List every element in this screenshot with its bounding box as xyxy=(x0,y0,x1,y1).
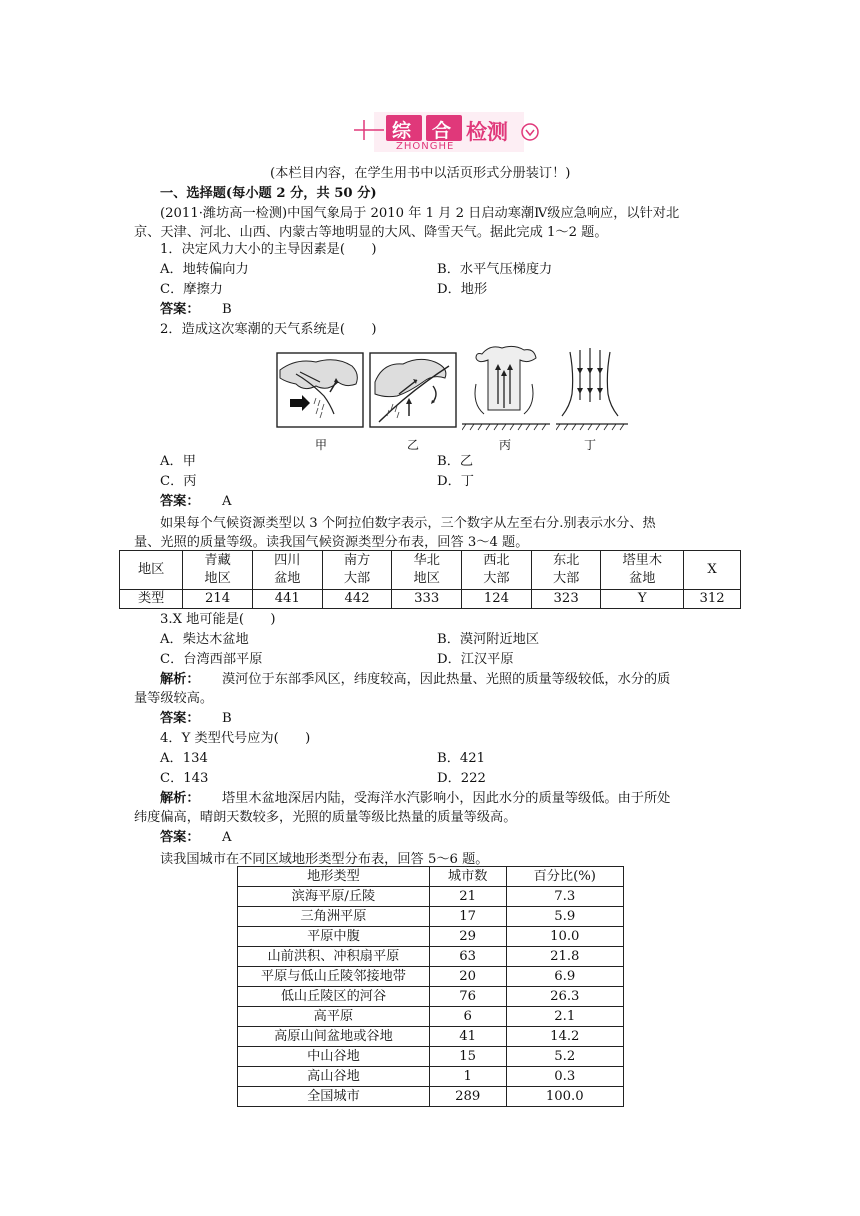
table-cell: 类型 xyxy=(120,590,183,609)
q3-option-d: D．江汉平原 xyxy=(437,652,514,667)
q2-option-d: D．丁 xyxy=(437,474,474,489)
table-cell: 442 xyxy=(322,590,392,609)
weather-figure-jia xyxy=(276,352,364,428)
table-cell: 高平原 xyxy=(238,1007,430,1027)
table-cell: 滨海平原/丘陵 xyxy=(238,887,430,907)
table-header-cell: X xyxy=(684,551,741,590)
banner-word-2: 合 xyxy=(432,120,452,142)
table-cell: 2.1 xyxy=(506,1007,623,1027)
q4-option-b: B．421 xyxy=(437,751,486,766)
table-cell: 0.3 xyxy=(506,1067,623,1087)
q4-option-a: A．134 xyxy=(160,751,208,766)
q3-option-b: B．漠河附近地区 xyxy=(437,632,540,647)
q4-answer: A xyxy=(222,830,232,845)
table-row xyxy=(238,967,624,987)
table-row xyxy=(120,551,741,590)
table-header-cell: 南方 大部 xyxy=(322,551,392,590)
table-cell: 29 xyxy=(429,927,506,947)
table-cell: 289 xyxy=(429,1087,506,1107)
fig-label-jia: 甲 xyxy=(315,438,328,452)
table-row xyxy=(238,947,624,967)
table-cell: 100.0 xyxy=(506,1087,623,1107)
q1-answer: B xyxy=(222,302,232,317)
table-row xyxy=(238,1007,624,1027)
table-cell: 平原中腹 xyxy=(238,927,430,947)
terrain-city-table xyxy=(237,866,624,1107)
q2-answer: A xyxy=(222,494,232,509)
table-row xyxy=(238,1067,624,1087)
climate-resource-table xyxy=(119,550,741,609)
q3-analysis-line2: 量等级较高。 xyxy=(134,691,214,706)
q3-analysis-line1: 漠河位于东部季风区，纬度较高，因此热量、光照的质量等级较低，水分的质 xyxy=(222,672,671,687)
table-cell: 124 xyxy=(462,590,532,609)
table-cell: 全国城市 xyxy=(238,1087,430,1107)
table-cell: 高原山间盆地或谷地 xyxy=(238,1027,430,1047)
table-row xyxy=(238,867,624,887)
q3-option-c: C．台湾西部平原 xyxy=(160,652,263,667)
q4-analysis-line2: 纬度偏高，晴朗天数较多，光照的质量等级比热量的质量等级高。 xyxy=(134,810,517,825)
table-cell: 14.2 xyxy=(506,1027,623,1047)
q4-option-d: D．222 xyxy=(437,771,486,786)
q4-option-c: C．143 xyxy=(160,771,209,786)
q1-option-c: C．摩擦力 xyxy=(160,282,223,297)
table-cell: Y xyxy=(601,590,684,609)
table-header-cell: 塔里木 盆地 xyxy=(601,551,684,590)
q2-answer-label: 答案： xyxy=(160,494,200,509)
table-header-cell: 华北 地区 xyxy=(392,551,462,590)
q3-stem: 3.X 地可能是( ) xyxy=(160,612,276,627)
table-cell: 214 xyxy=(183,590,253,609)
table-row xyxy=(238,907,624,927)
q1-option-b: B．水平气压梯度力 xyxy=(437,262,553,277)
table-cell: 平原与低山丘陵邻接地带 xyxy=(238,967,430,987)
fig-label-yi: 乙 xyxy=(407,438,420,452)
table-cell: 5.9 xyxy=(506,907,623,927)
table-cell: 1 xyxy=(429,1067,506,1087)
table-header-cell: 地形类型 xyxy=(238,867,430,887)
table-row xyxy=(238,1027,624,1047)
table-cell: 10.0 xyxy=(506,927,623,947)
q4-answer-label: 答案： xyxy=(160,830,200,845)
q2-option-a: A．甲 xyxy=(160,454,196,469)
q3-answer: B xyxy=(222,711,232,726)
table-header-cell: 地区 xyxy=(120,551,183,590)
intro3: 读我国城市在不同区域地形类型分布表，回答 5～6 题。 xyxy=(160,852,489,867)
table-row xyxy=(238,987,624,1007)
table-cell: 17 xyxy=(429,907,506,927)
table-cell: 三角洲平原 xyxy=(238,907,430,927)
q2-option-c: C．丙 xyxy=(160,474,197,489)
table-row xyxy=(238,1087,624,1107)
q3-answer-label: 答案： xyxy=(160,711,200,726)
table-cell: 20 xyxy=(429,967,506,987)
intro1-line1: (2011·潍坊高一检测)中国气象局于 2010 年 1 月 2 日启动寒潮Ⅳ级应急响应，以针对北 xyxy=(160,206,680,221)
fig-label-ding: 丁 xyxy=(584,438,597,452)
banner-word-3: 检测 xyxy=(466,120,508,144)
q2-stem: 2．造成这次寒潮的天气系统是( ) xyxy=(160,322,377,337)
weather-figure-yi xyxy=(369,352,457,428)
intro1-line2: 京、天津、河北、山西、内蒙古等地明显的大风、降雪天气。据此完成 1～2 题。 xyxy=(134,225,608,240)
table-header-cell: 四川 盆地 xyxy=(252,551,322,590)
section-banner xyxy=(354,108,544,156)
table-cell: 5.2 xyxy=(506,1047,623,1067)
intro2-line1: 如果每个气候资源类型以 3 个阿拉伯数字表示，三个数字从左至右分.别表示水分、热 xyxy=(160,516,656,531)
q1-option-a: A．地转偏向力 xyxy=(160,262,249,277)
q4-stem: 4．Y 类型代号应为( ) xyxy=(160,731,311,746)
intro2-line2: 量、光照的质量等级。读我国气候资源类型分布表，回答 3～4 题。 xyxy=(134,535,529,550)
table-cell: 6 xyxy=(429,1007,506,1027)
table-header-cell: 青藏 地区 xyxy=(183,551,253,590)
table-cell: 333 xyxy=(392,590,462,609)
table-header-cell: 西北 大部 xyxy=(462,551,532,590)
banner-pinyin: ZHONGHE xyxy=(396,141,455,152)
table-header-cell: 城市数 xyxy=(429,867,506,887)
table-cell: 7.3 xyxy=(506,887,623,907)
table-header-cell: 东北 大部 xyxy=(531,551,601,590)
table-header-cell: 百分比(%) xyxy=(506,867,623,887)
table-cell: 26.3 xyxy=(506,987,623,1007)
table-cell: 中山谷地 xyxy=(238,1047,430,1067)
q3-option-a: A．柴达木盆地 xyxy=(160,632,249,647)
fig-label-bing: 丙 xyxy=(499,438,512,452)
table-cell: 15 xyxy=(429,1047,506,1067)
binding-note: (本栏目内容，在学生用书中以活页形式分册装订！) xyxy=(270,166,571,181)
table-row xyxy=(238,927,624,947)
table-cell: 323 xyxy=(531,590,601,609)
q2-option-b: B．乙 xyxy=(437,454,474,469)
section-title: 一、选择题(每小题 2 分，共 50 分) xyxy=(160,186,377,201)
banner-word-1: 综 xyxy=(392,120,412,142)
table-cell: 41 xyxy=(429,1027,506,1047)
q1-option-d: D．地形 xyxy=(437,282,488,297)
table-cell: 76 xyxy=(429,987,506,1007)
q1-answer-label: 答案： xyxy=(160,302,200,317)
table-cell: 312 xyxy=(684,590,741,609)
q4-analysis-label: 解析： xyxy=(160,791,200,806)
table-cell: 21 xyxy=(429,887,506,907)
table-cell: 63 xyxy=(429,947,506,967)
table-row xyxy=(238,887,624,907)
table-cell: 441 xyxy=(252,590,322,609)
q3-analysis-label: 解析： xyxy=(160,672,200,687)
table-row xyxy=(120,590,741,609)
q4-analysis-line1: 塔里木盆地深居内陆，受海洋水汽影响小，因此水分的质量等级低。由于所处 xyxy=(222,791,671,806)
q1-stem: 1．决定风力大小的主导因素是( ) xyxy=(160,242,377,257)
table-row xyxy=(238,1047,624,1067)
weather-figure-bing xyxy=(462,344,550,432)
table-cell: 低山丘陵区的河谷 xyxy=(238,987,430,1007)
table-cell: 山前洪积、冲积扇平原 xyxy=(238,947,430,967)
table-cell: 高山谷地 xyxy=(238,1067,430,1087)
table-cell: 6.9 xyxy=(506,967,623,987)
table-cell: 21.8 xyxy=(506,947,623,967)
weather-figure-ding xyxy=(556,344,628,432)
